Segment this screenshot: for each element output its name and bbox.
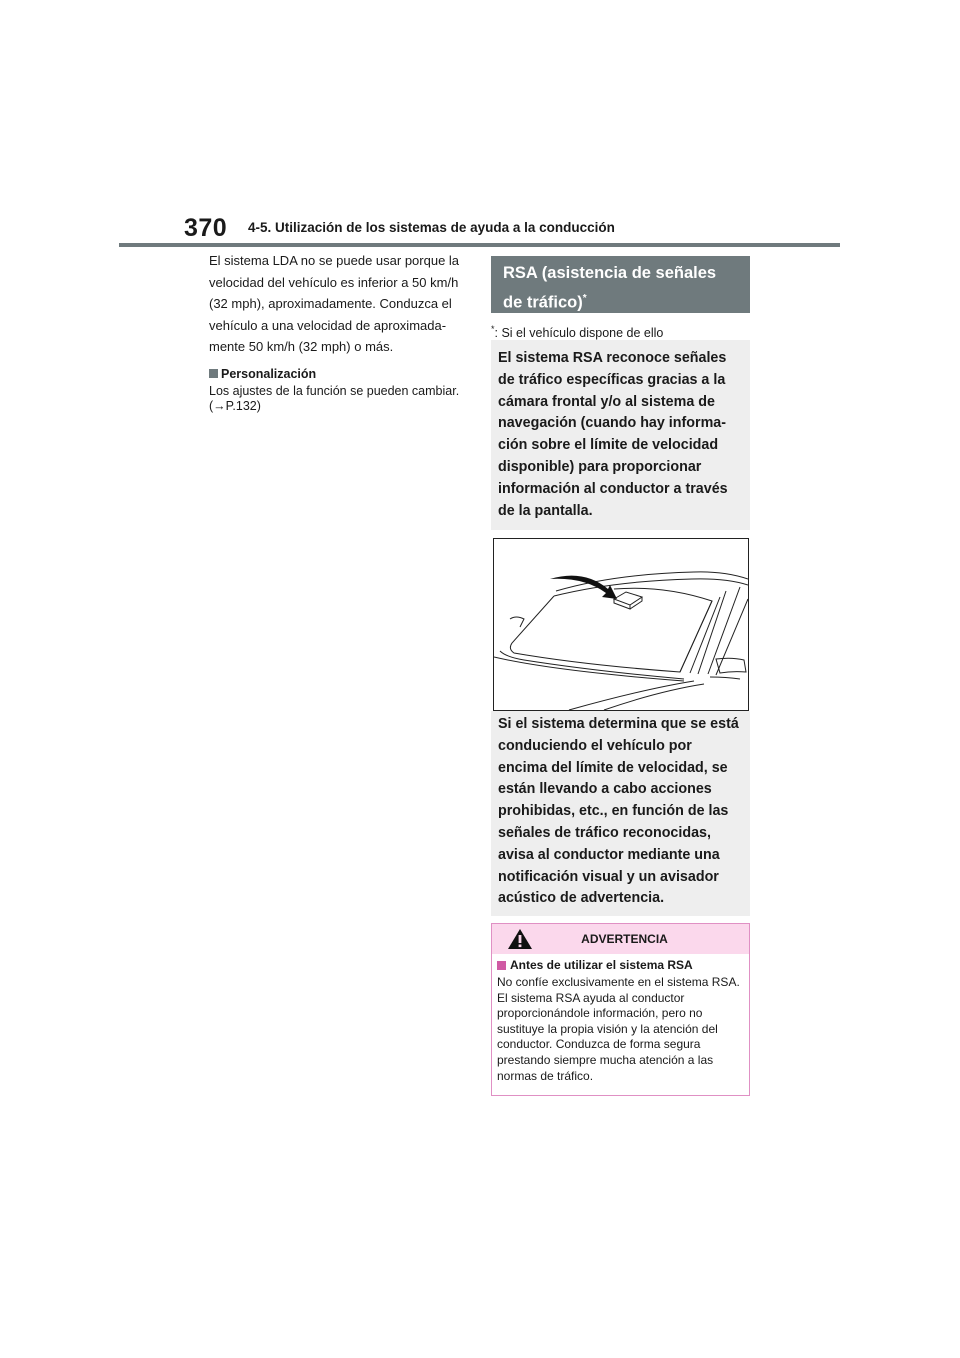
personalization-heading [209, 367, 471, 381]
footnote [491, 324, 663, 340]
rsa-title-asterisk: * [582, 293, 587, 304]
personalization-text: Los ajustes de la función se pueden cambiar. (→P.132) [209, 383, 460, 413]
section-title: 4-5. Utilización de los sistemas de ayuda a la conducción [248, 220, 615, 235]
caution-body [492, 954, 749, 1084]
caution-text: No confíe exclusivamente en el sistema RSA. El sistema RSA ayuda al conductor proporcionándole información, pero no sustituye la propia visión y la atención del conductor. Conduzca de forma segura prestando siempre mucha atención a las normas de tráfico. [497, 975, 740, 1083]
left-column [209, 250, 471, 414]
page-number: 370 [184, 214, 228, 242]
warning-triangle-icon [507, 927, 533, 951]
rsa-title-line2: de tráfico)* [503, 293, 587, 312]
header-rule [119, 243, 840, 247]
caution-header [492, 924, 749, 954]
rsa-warning-text: Si el sistema determina que se está conduciendo el vehículo por encima del límite de velocidad, se están llevando a cabo acciones prohibidas, etc., en función de las señales de tráfico reconocidas, avisa al conductor mediante una notificación visual y un avisador acústico de advertencia. [498, 716, 739, 907]
windshield-camera-illustration [493, 538, 749, 711]
rsa-title-banner [491, 256, 750, 313]
camera-arrow-icon [494, 539, 748, 710]
caution-box [491, 923, 750, 1096]
rsa-intro-box [491, 340, 750, 530]
rsa-warning-description-box [491, 711, 750, 916]
rsa-intro-text: El sistema RSA reconoce señales de tráfico específicas gracias a la cámara frontal y/o al sistema de navegación (cuando hay informa- ción sobre el límite de velocidad disponible) para proporcionar información al conductor a través de la pantalla. [498, 350, 728, 519]
caution-subheading-label: Antes de utilizar el sistema RSA [510, 958, 693, 972]
personalization-label: Personalización [221, 366, 317, 381]
rsa-title-line1: RSA (asistencia de señales [503, 264, 717, 282]
lda-paragraph: El sistema LDA no se puede usar porque la velocidad del vehículo es inferior a 50 km/h (32 mph), aproximadamente. Conduzca el vehículo a una velocidad de aproximada- mente 50 km/h (32 mph) o más. [209, 253, 460, 355]
bullet-square-icon [209, 369, 218, 378]
footnote-asterisk: * [491, 324, 495, 334]
bullet-square-icon [497, 961, 506, 970]
caution-title: ADVERTENCIA [581, 932, 668, 946]
caution-subheading [497, 958, 744, 972]
footnote-text: : Si el vehículo dispone de ello [494, 326, 664, 341]
